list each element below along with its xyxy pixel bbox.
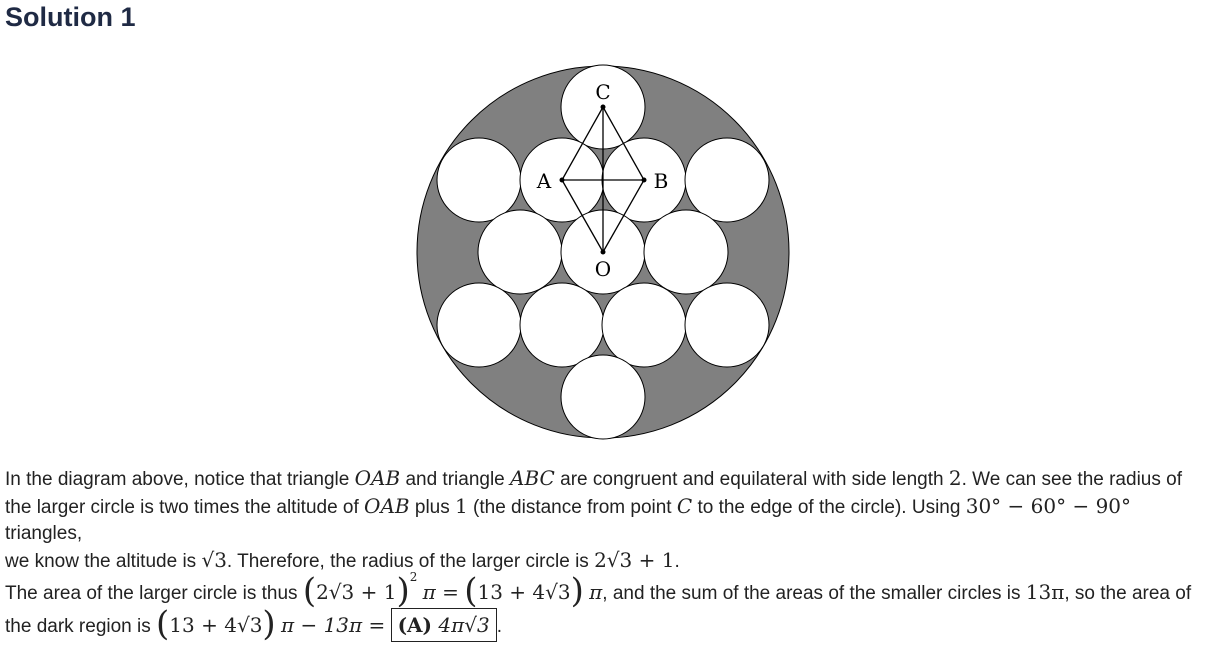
text: the larger circle is two times the altitude of bbox=[5, 497, 359, 518]
math-area-expr: 13 + 4√3 bbox=[477, 580, 571, 604]
text: plus bbox=[414, 497, 450, 518]
math-abc: ABC bbox=[510, 466, 555, 490]
math-oab: OAB bbox=[364, 494, 410, 518]
small-circle-row3-1 bbox=[437, 283, 521, 367]
text: . Therefore, the radius of the larger circle is bbox=[226, 551, 589, 572]
small-circle-row3-2 bbox=[520, 283, 604, 367]
small-circle-row1-4 bbox=[685, 138, 769, 222]
label-c: C bbox=[595, 80, 611, 104]
open-paren: ( bbox=[156, 604, 170, 644]
point-o bbox=[601, 250, 606, 255]
text: are congruent and equilateral with side length bbox=[560, 469, 944, 490]
label-a: A bbox=[536, 169, 552, 193]
text: . We can see the radius of bbox=[961, 469, 1182, 490]
text: . bbox=[674, 551, 680, 572]
math-oab: OAB bbox=[354, 466, 401, 490]
answer-box bbox=[391, 608, 497, 642]
math-radius-expr: 2√3 + 1 bbox=[316, 580, 397, 604]
math-exponent: 2 bbox=[409, 570, 418, 584]
point-b bbox=[642, 178, 647, 183]
point-c bbox=[601, 105, 606, 110]
text: and triangle bbox=[405, 469, 505, 490]
text: The area of the larger circle is thus bbox=[5, 583, 298, 604]
math-small-area: 13π bbox=[1025, 580, 1065, 604]
text: , so the area of bbox=[1064, 583, 1192, 604]
math-side-length: 2 bbox=[948, 466, 962, 490]
text: , and the sum of the areas of the smaller circles is bbox=[602, 583, 1021, 604]
text: to the edge of the circle). Using bbox=[697, 497, 961, 518]
label-b: B bbox=[653, 169, 669, 193]
solution-heading: Solution 1 bbox=[5, 2, 136, 32]
small-circle-row3-4 bbox=[685, 283, 769, 367]
small-circle-row2-3 bbox=[644, 210, 728, 294]
math-angles: 30° − 60° − 90° bbox=[965, 494, 1132, 518]
math-area-expr: 13 + 4√3 bbox=[169, 613, 263, 637]
open-paren: ( bbox=[464, 571, 478, 611]
text: (the distance from point bbox=[473, 497, 672, 518]
open-paren: ( bbox=[302, 571, 317, 611]
answer-paragraph bbox=[5, 604, 1205, 644]
text: . bbox=[496, 616, 503, 637]
math-altitude: √3 bbox=[201, 548, 227, 572]
answer-value: 4π√3 bbox=[438, 613, 490, 637]
text: the dark region is bbox=[5, 616, 151, 637]
point-a bbox=[560, 178, 565, 183]
answer-letter: (A) bbox=[397, 613, 433, 637]
small-circle-row3-3 bbox=[602, 283, 686, 367]
label-o: O bbox=[594, 257, 612, 281]
math-difference: π − 13π = bbox=[280, 613, 386, 637]
text: we know the altitude is bbox=[5, 551, 197, 572]
close-paren: ) bbox=[396, 571, 410, 611]
text: In the diagram above, notice that triangle bbox=[5, 469, 350, 490]
math-one: 1 bbox=[455, 494, 468, 518]
small-circle-bottom bbox=[561, 355, 645, 439]
math-pi-equals: π = bbox=[422, 580, 459, 604]
small-circle-row1-1 bbox=[437, 138, 521, 222]
math-pi: π bbox=[589, 580, 603, 604]
explanation-paragraph bbox=[5, 465, 1205, 575]
small-circle-row2-1 bbox=[478, 210, 562, 294]
text: triangles, bbox=[5, 523, 83, 544]
close-paren: ) bbox=[262, 604, 276, 644]
math-point-c: C bbox=[676, 494, 693, 518]
area-paragraph bbox=[5, 564, 1205, 611]
close-paren: ) bbox=[570, 571, 584, 611]
math-radius: 2√3 + 1 bbox=[594, 548, 675, 572]
